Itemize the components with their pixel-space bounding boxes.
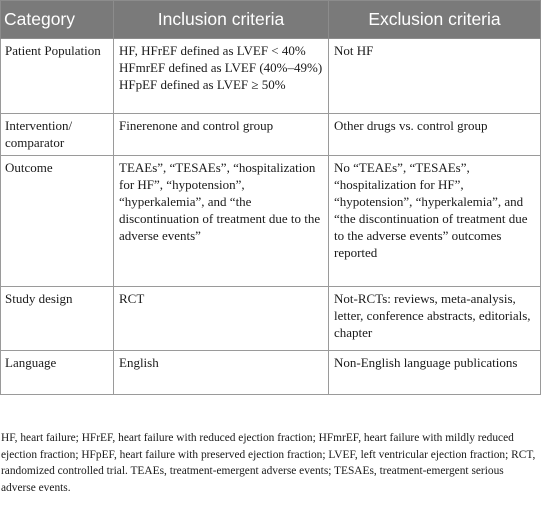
inclusion-cell: TEAEs”, “TESAEs”, “hospitalization for HF”, “hypotension”, “hyperkalemia”, and “the discontinuation of treatment due to the adverse events”: [114, 156, 329, 287]
category-cell: Patient Population: [1, 39, 114, 114]
category-cell: Outcome: [1, 156, 114, 287]
exclusion-cell: Not-RCTs: reviews, meta-analysis, letter, conference abstracts, editorials, chapter: [329, 287, 541, 351]
exclusion-cell: No “TEAEs”, “TESAEs”, “hospitalization for HF”, “hypotension”, “hyperkalemia”, and “the discontinuation of treatment due to the adverse events” outcomes reported: [329, 156, 541, 287]
category-cell: Study design: [1, 287, 114, 351]
table-row: [1, 351, 541, 395]
inclusion-cell: RCT: [114, 287, 329, 351]
exclusion-cell: Not HF: [329, 39, 541, 114]
category-cell: Intervention/ comparator: [1, 114, 114, 156]
category-cell: Language: [1, 351, 114, 395]
table-footnote: HF, heart failure; HFrEF, heart failure with reduced ejection fraction; HFmrEF, heart failure with mildly reduced ejection fraction; HFpEF, heart failure with preserved ejection fraction; LVEF, left ventricular ejection fraction; RCT, randomized controlled trial. TEAEs, treatment-emergent adverse events; TESAEs, treatment-emergent serious adverse events.: [1, 432, 536, 494]
inclusion-cell: Finerenone and control group: [114, 114, 329, 156]
header-category: Category: [1, 1, 114, 39]
table-row: [1, 287, 541, 351]
header-exclusion: Exclusion criteria: [329, 1, 541, 39]
exclusion-cell: Other drugs vs. control group: [329, 114, 541, 156]
inclusion-cell: English: [114, 351, 329, 395]
header-inclusion: Inclusion criteria: [114, 1, 329, 39]
table-row: [1, 156, 541, 287]
table-row: [1, 114, 541, 156]
table-row: [1, 39, 541, 114]
inclusion-cell: HF, HFrEF defined as LVEF < 40% HFmrEF defined as LVEF (40%–49%) HFpEF defined as LVEF ≥ 50%: [114, 39, 329, 114]
exclusion-cell: Non-English language publications: [329, 351, 541, 395]
table-header-row: [1, 1, 541, 39]
